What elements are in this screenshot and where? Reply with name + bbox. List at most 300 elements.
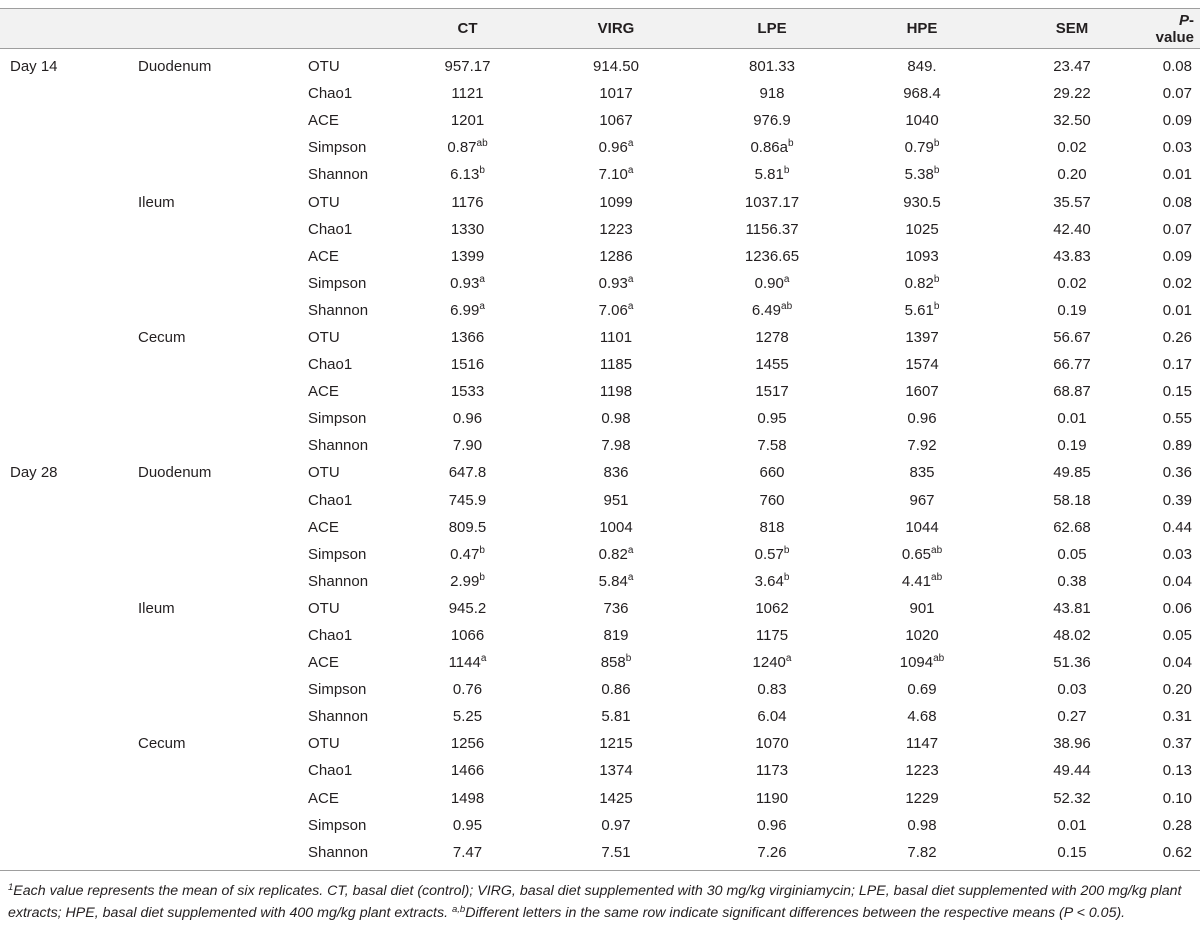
header-p-value (1147, 9, 1200, 49)
cell-value: 918 (759, 85, 785, 103)
cell-value: 745.9 (448, 491, 487, 509)
cell-value: 660 (759, 464, 785, 482)
lpe-cell (697, 622, 847, 649)
sem-cell (997, 107, 1147, 134)
cell-value: 1190 (755, 789, 789, 807)
index-cell: OTU (308, 58, 340, 76)
cell-value: 0.62 (1162, 843, 1192, 861)
ct-cell (400, 378, 535, 405)
p-value-cell (1147, 757, 1200, 784)
segment-cell (138, 243, 308, 270)
cell-value: 1330 (450, 220, 485, 238)
table-row (0, 676, 1200, 703)
cell-value: 0.08 (1162, 193, 1192, 211)
hpe-cell (847, 730, 997, 757)
alpha-diversity-table (0, 8, 1200, 871)
cell-value: 7.51 (601, 843, 631, 861)
p-value-cell (1147, 243, 1200, 270)
segment-cell (138, 432, 308, 459)
p-value-cell (1147, 432, 1200, 459)
table-row (0, 649, 1200, 676)
cell-value: 0.13 (1162, 762, 1192, 780)
p-value-cell (1147, 703, 1200, 730)
ct-cell (400, 243, 535, 270)
p-value-cell (1147, 80, 1200, 107)
cell-value: 0.38 (1057, 572, 1087, 590)
lpe-cell (697, 595, 847, 622)
table-row (0, 757, 1200, 784)
sem-cell (997, 541, 1147, 568)
day-cell: Day 14 (10, 58, 58, 76)
lpe-cell (697, 161, 847, 188)
sem-cell (997, 134, 1147, 161)
segment-cell (138, 676, 308, 703)
ct-cell (400, 161, 535, 188)
table-row (0, 351, 1200, 378)
table-row (0, 107, 1200, 134)
p-value-cell (1147, 785, 1200, 812)
cell-value: 7.10 (598, 166, 628, 184)
cell-value: 0.96 (757, 816, 787, 834)
cell-value: 1094 (899, 654, 934, 672)
cell-value: 1185 (599, 356, 633, 374)
cell-value: 951 (603, 491, 629, 509)
lpe-cell (697, 459, 847, 486)
cell-value: 49.85 (1053, 464, 1091, 482)
cell-value: 0.86 (601, 681, 631, 699)
cell-value: 957.17 (444, 58, 491, 76)
cell-value: 1223 (905, 762, 939, 780)
ct-cell (400, 649, 535, 676)
cell-value: 0.04 (1162, 572, 1192, 590)
cell-value: 1286 (599, 247, 633, 265)
cell-value: 0.96 (452, 410, 483, 428)
ct-cell (400, 676, 535, 703)
p-value-cell (1147, 351, 1200, 378)
cell-value: 1144 (448, 654, 481, 672)
cell-value: 42.40 (1053, 220, 1091, 238)
day-cell (0, 785, 138, 812)
sem-cell (997, 622, 1147, 649)
cell-value: 0.39 (1162, 491, 1192, 509)
cell-value: 4.41 (901, 572, 932, 590)
sem-cell (997, 188, 1147, 215)
cell-value: 0.01 (1162, 166, 1192, 184)
significance-letter: b (783, 571, 790, 583)
ct-cell (400, 514, 535, 541)
virg-cell (535, 622, 697, 649)
hpe-cell (847, 243, 997, 270)
cell-value: 0.65 (901, 545, 932, 563)
lpe-cell (697, 432, 847, 459)
table-row (0, 378, 1200, 405)
cell-value: 1574 (905, 356, 939, 374)
cell-value: 0.36 (1162, 464, 1192, 482)
index-cell: Shannon (308, 708, 369, 726)
index-cell: Simpson (308, 139, 367, 157)
table-row (0, 703, 1200, 730)
cell-value: 48.02 (1053, 627, 1091, 645)
cell-value: 6.49 (751, 301, 782, 319)
cell-value: 0.02 (1162, 274, 1192, 292)
significance-letter: ab (781, 300, 793, 312)
significance-letter: b (933, 300, 940, 312)
p-value-cell (1147, 514, 1200, 541)
ct-cell (400, 351, 535, 378)
cell-value: 32.50 (1053, 112, 1091, 130)
sem-cell (997, 216, 1147, 243)
sem-cell (997, 297, 1147, 324)
sem-cell (997, 80, 1147, 107)
cell-value: 858 (600, 654, 626, 672)
cell-value: 1278 (755, 328, 789, 346)
segment-cell (138, 351, 308, 378)
significance-letter: b (933, 165, 940, 177)
day-cell (0, 757, 138, 784)
significance-letter: ab (931, 544, 943, 556)
cell-value: 801.33 (749, 58, 795, 76)
cell-value: 1366 (450, 328, 485, 346)
table-row (0, 595, 1200, 622)
table-row (0, 216, 1200, 243)
p-value-cell (1147, 487, 1200, 514)
table-row (0, 324, 1200, 351)
segment-cell (138, 378, 308, 405)
lpe-cell (697, 49, 847, 81)
sem-cell (997, 243, 1147, 270)
table-row (0, 80, 1200, 107)
cell-value: 0.69 (907, 681, 937, 699)
day-cell (0, 514, 138, 541)
segment-cell (138, 703, 308, 730)
lpe-cell (697, 134, 847, 161)
cell-value: 0.05 (1162, 627, 1192, 645)
sem-cell (997, 568, 1147, 595)
ct-cell (400, 80, 535, 107)
cell-value: 1198 (599, 383, 633, 401)
cell-value: 7.92 (907, 437, 937, 455)
index-cell: Chao1 (308, 220, 353, 238)
cell-value: 0.83 (757, 681, 787, 699)
cell-value: 0.93 (598, 274, 628, 292)
p-value-cell (1147, 595, 1200, 622)
cell-value: 56.67 (1053, 328, 1091, 346)
day-cell (0, 324, 138, 351)
table-row (0, 243, 1200, 270)
ct-cell (400, 432, 535, 459)
segment-cell (138, 785, 308, 812)
ct-cell (400, 541, 535, 568)
table-row (0, 568, 1200, 595)
cell-value: 62.68 (1053, 518, 1091, 536)
p-value-cell (1147, 49, 1200, 81)
cell-value: 6.04 (757, 708, 787, 726)
segment-cell (138, 839, 308, 871)
p-value-cell (1147, 297, 1200, 324)
cell-value: 1062 (755, 599, 789, 617)
hpe-cell (847, 649, 997, 676)
day-cell (0, 161, 138, 188)
day-cell: Day 28 (10, 464, 58, 482)
ct-cell (400, 812, 535, 839)
footnote-mark-ab: a,b (451, 904, 466, 915)
virg-cell (535, 676, 697, 703)
cell-value: 0.44 (1162, 518, 1192, 536)
cell-value: 1236.65 (744, 247, 800, 265)
table-row (0, 297, 1200, 324)
cell-value: 68.87 (1053, 383, 1091, 401)
index-cell: ACE (308, 247, 339, 265)
virg-cell (535, 487, 697, 514)
segment-cell (138, 297, 308, 324)
cell-value: 0.19 (1057, 437, 1087, 455)
lpe-cell (697, 730, 847, 757)
p-value-cell (1147, 622, 1200, 649)
sem-cell (997, 378, 1147, 405)
cell-value: 0.31 (1162, 708, 1192, 726)
lpe-cell (697, 839, 847, 871)
cell-value: 0.20 (1162, 681, 1192, 699)
significance-letter: b (479, 571, 485, 583)
hpe-cell (847, 297, 997, 324)
cell-value: 1101 (599, 328, 633, 346)
cell-value: 901 (909, 599, 935, 617)
cell-value: 0.06 (1162, 599, 1192, 617)
day-cell (0, 541, 138, 568)
table-footnote (8, 880, 1196, 924)
segment-cell (138, 812, 308, 839)
p-value-cell (1147, 812, 1200, 839)
cell-value: 809.5 (448, 518, 487, 536)
sem-cell (997, 730, 1147, 757)
virg-cell (535, 730, 697, 757)
table-row (0, 785, 1200, 812)
ct-cell (400, 487, 535, 514)
p-value-cell (1147, 216, 1200, 243)
significance-letter: ab (933, 653, 945, 665)
sem-cell (997, 812, 1147, 839)
index-cell: OTU (308, 599, 340, 617)
virg-cell (535, 134, 697, 161)
cell-value: 0.87 (447, 139, 477, 157)
ct-cell (400, 188, 535, 215)
cell-value: 1121 (451, 85, 484, 103)
cell-value: 7.06 (598, 301, 628, 319)
virg-cell (535, 378, 697, 405)
cell-value: 66.77 (1053, 356, 1091, 374)
cell-value: 7.82 (907, 843, 937, 861)
lpe-cell (697, 812, 847, 839)
virg-cell (535, 785, 697, 812)
cell-value: 0.07 (1162, 85, 1192, 103)
significance-letter: a (785, 653, 792, 665)
cell-value: 58.18 (1053, 491, 1091, 509)
day-cell (0, 649, 138, 676)
index-cell: Shannon (308, 437, 369, 455)
cell-value: 0.15 (1162, 383, 1192, 401)
cell-value: 1175 (755, 627, 789, 645)
sem-cell (997, 649, 1147, 676)
table-row (0, 622, 1200, 649)
cell-value: 2.99 (450, 572, 480, 590)
virg-cell (535, 49, 697, 81)
header-hpe: HPE (906, 20, 938, 37)
virg-cell (535, 649, 697, 676)
p-value-cell (1147, 134, 1200, 161)
cell-value: 7.47 (452, 843, 483, 861)
sem-cell (997, 839, 1147, 871)
cell-value: 1240 (752, 654, 786, 672)
ct-cell (400, 405, 535, 432)
index-cell: OTU (308, 328, 340, 346)
ct-cell (400, 622, 535, 649)
cell-value: 0.05 (1057, 545, 1087, 563)
day-cell (0, 134, 138, 161)
index-cell: Chao1 (308, 491, 353, 509)
lpe-cell (697, 107, 847, 134)
cell-value: 1399 (450, 247, 485, 265)
day-cell (0, 568, 138, 595)
index-cell: ACE (308, 112, 339, 130)
sem-cell (997, 757, 1147, 784)
table-row (0, 188, 1200, 215)
cell-value: 0.93 (450, 274, 480, 292)
virg-cell (535, 161, 697, 188)
cell-value: 5.38 (904, 166, 934, 184)
segment-cell (138, 134, 308, 161)
header-ct: CT (457, 20, 478, 37)
cell-value: 0.09 (1162, 112, 1192, 130)
table-row (0, 730, 1200, 757)
cell-value: 1070 (755, 735, 789, 753)
cell-value: 1425 (599, 789, 633, 807)
hpe-cell (847, 270, 997, 297)
lpe-cell (697, 649, 847, 676)
cell-value: 0.19 (1057, 301, 1087, 319)
ct-cell (400, 595, 535, 622)
cell-value: 0.86a (750, 139, 788, 157)
sem-cell (997, 432, 1147, 459)
p-value-cell (1147, 649, 1200, 676)
cell-value: 1067 (599, 112, 633, 130)
hpe-cell (847, 785, 997, 812)
cell-value: 52.32 (1053, 789, 1091, 807)
lpe-cell (697, 243, 847, 270)
day-cell (0, 839, 138, 871)
header-segment (138, 9, 308, 49)
day-cell (0, 188, 138, 215)
cell-value: 0.82 (904, 274, 934, 292)
cell-value: 1044 (905, 518, 939, 536)
day-cell (0, 676, 138, 703)
cell-value: 0.03 (1057, 681, 1087, 699)
sem-cell (997, 49, 1147, 81)
index-cell: ACE (308, 789, 339, 807)
index-cell: Shannon (308, 301, 369, 319)
virg-cell (535, 405, 697, 432)
significance-letter: b (783, 544, 790, 556)
virg-cell (535, 324, 697, 351)
cell-value: 1607 (905, 383, 939, 401)
cell-value: 0.08 (1162, 58, 1192, 76)
significance-letter: b (479, 165, 485, 177)
cell-value: 0.98 (907, 816, 937, 834)
ct-cell (400, 324, 535, 351)
cell-value: 1374 (599, 762, 633, 780)
significance-letter: a (627, 138, 634, 150)
ct-cell (400, 270, 535, 297)
cell-value: 849. (907, 58, 937, 76)
sem-cell (997, 459, 1147, 486)
cell-value: 914.50 (593, 58, 639, 76)
cell-value: 43.83 (1053, 247, 1091, 265)
significance-letter: a (783, 273, 790, 285)
cell-value: 1004 (599, 518, 633, 536)
p-value-cell (1147, 107, 1200, 134)
cell-value: 1256 (450, 735, 485, 753)
index-cell: Chao1 (308, 356, 353, 374)
cell-value: 1223 (599, 220, 633, 238)
ct-cell (400, 703, 535, 730)
header-day (0, 9, 138, 49)
lpe-cell (697, 568, 847, 595)
cell-value: 7.26 (757, 843, 787, 861)
cell-value: 1517 (755, 383, 789, 401)
table-header-row (0, 9, 1200, 49)
p-value-cell (1147, 405, 1200, 432)
significance-letter: a (627, 571, 634, 583)
hpe-cell (847, 514, 997, 541)
index-cell: OTU (308, 193, 340, 211)
cell-value: 0.55 (1162, 410, 1192, 428)
sem-cell (997, 324, 1147, 351)
hpe-cell (847, 676, 997, 703)
virg-cell (535, 351, 697, 378)
cell-value: 5.61 (904, 301, 934, 319)
cell-value: 1201 (450, 112, 485, 130)
segment-cell (138, 405, 308, 432)
index-cell: Shannon (308, 166, 369, 184)
hpe-cell (847, 541, 997, 568)
hpe-cell (847, 622, 997, 649)
hpe-cell (847, 839, 997, 871)
cell-value: 49.44 (1053, 762, 1091, 780)
cell-value: 760 (759, 491, 785, 509)
cell-value: 945.2 (448, 599, 487, 617)
table-row (0, 49, 1200, 81)
lpe-cell (697, 676, 847, 703)
day-cell (0, 703, 138, 730)
header-lpe: LPE (757, 20, 787, 37)
virg-cell (535, 839, 697, 871)
cell-value: 0.76 (452, 681, 483, 699)
ct-cell (400, 107, 535, 134)
hpe-cell (847, 161, 997, 188)
cell-value: 0.89 (1162, 437, 1192, 455)
lpe-cell (697, 703, 847, 730)
hpe-cell (847, 568, 997, 595)
cell-value: 0.90 (754, 274, 784, 292)
virg-cell (535, 188, 697, 215)
cell-value: 7.98 (601, 437, 631, 455)
cell-value: 0.98 (601, 410, 631, 428)
cell-value: 1093 (905, 247, 939, 265)
segment-cell (138, 270, 308, 297)
virg-cell (535, 270, 697, 297)
p-value-cell (1147, 459, 1200, 486)
ct-cell (400, 216, 535, 243)
footnote-text-2: Different letters in the same row indicate significant differences between the respective means (P < 0.05). (465, 905, 1126, 921)
